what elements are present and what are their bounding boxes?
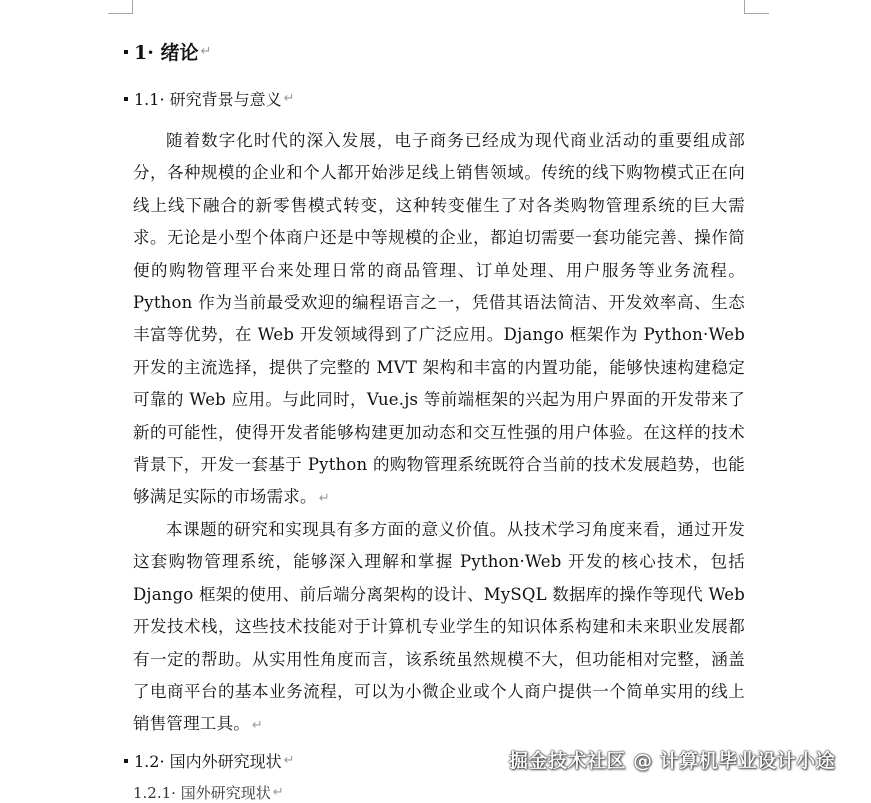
heading-1[interactable]: [124, 38, 211, 65]
crop-mark-left: [108, 0, 133, 14]
paragraph-significance-text: 本课题的研究和实现具有多方面的意义价值。从技术学习角度来看，通过开发这套购物管理系统，能够深入理解和掌握 Python·Web 开发的核心技术，包括 Django 框架的使用、前后端分离架构的设计、MySQL 数据库的操作等现代 Web 开发技术栈，这些技术技能对于计算机专业学生的知识体系构建和未来职业发展都有一定的帮助。从实用性角度而言，该系统虽然规模不大，但功能相对完整，涵盖了电商平台的基本业务流程，可以为小微企业或个人商户提供一个简单实用的线上销售管理工具。: [133, 520, 745, 734]
heading-1-2[interactable]: [124, 749, 295, 772]
heading-1-1[interactable]: [124, 87, 295, 110]
crop-mark-right: [744, 0, 769, 14]
paragraph-mark-icon: ↵: [318, 491, 330, 507]
paragraph-background-text: 随着数字化时代的深入发展，电子商务已经成为现代商业活动的重要组成部分，各种规模的企业和个人都开始涉足线上销售领域。传统的线下购物模式正在向线上线下融合的新零售模式转变，这种转变催生了对各类购物管理系统的巨大需求。无论是小型个体商户还是中等规模的企业，都迫切需要一套功能完善、操作简便的购物管理平台来处理日常的商品管理、订单处理、用户服务等业务流程。Python 作为当前最受欢迎的编程语言之一，凭借其语法简洁、开发效率高、生态丰富等优势，在 Web 开发领域得到了广泛应用。Django 框架作为 Python·Web 开发的主流选择，提供了完整的 MVT 架构和丰富的内置功能，能够快速构建稳定可靠的 Web 应用。与此同时，Vue.js 等前端框架的兴起为用户界面的开发带来了新的可能性，使得开发者能够构建更加动态和交互性强的用户体验。在这样的技术背景下，开发一套基于 Python 的购物管理系统既符合当前的技术发展趋势，也能够满足实际的市场需求。: [133, 131, 745, 507]
heading-1-2-text: 1.2· 国内外研究现状: [134, 752, 282, 771]
paragraph-mark-icon: ↵: [200, 44, 212, 59]
paragraph-significance[interactable]: [133, 514, 745, 743]
heading-1-2-1[interactable]: [133, 782, 284, 803]
heading-1-1-text: 1.1· 研究背景与意义: [134, 90, 282, 109]
watermark: 掘金技术社区 @ 计算机毕业设计小途: [509, 750, 836, 772]
paragraph-mark-icon: ↵: [251, 718, 263, 734]
paragraph-mark-icon: ↵: [283, 753, 295, 768]
heading-1-2-1-text: 1.2.1· 国外研究现状: [133, 784, 271, 802]
heading-bullet-icon: [124, 50, 128, 54]
heading-1-text: 1· 绪论: [134, 42, 199, 64]
paragraph-mark-icon: ↵: [283, 91, 295, 106]
paragraph-mark-icon: ↵: [272, 785, 284, 800]
paragraph-background[interactable]: [133, 125, 745, 516]
heading-bullet-icon: [124, 97, 128, 101]
heading-bullet-icon: [124, 759, 128, 763]
